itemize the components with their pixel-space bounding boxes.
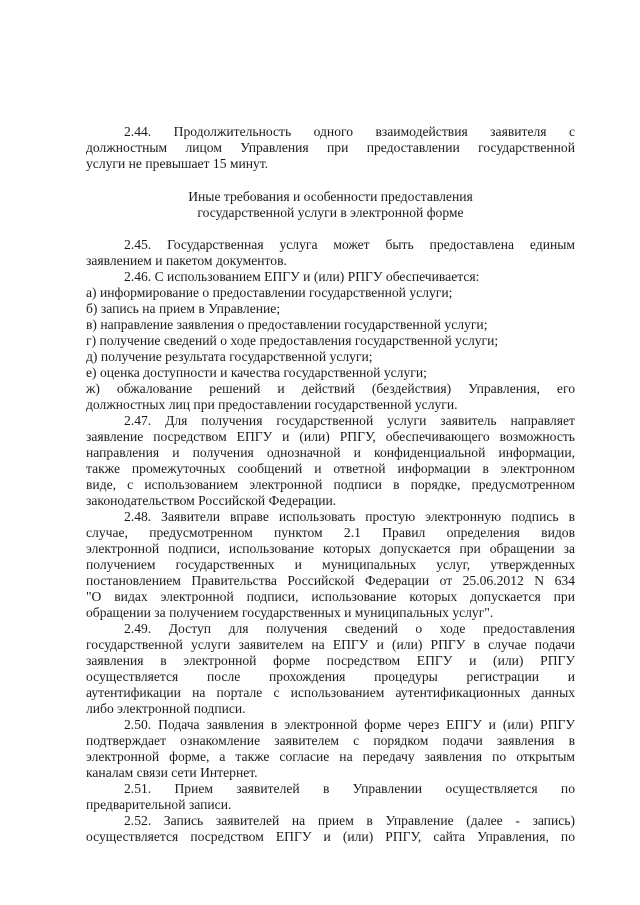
text-line: осуществляется посредством ЕПГУ и (или) РПГУ, сайта Управления, по — [86, 829, 575, 844]
section-heading: Иные требования и особенности предоставления — [188, 189, 473, 204]
text-line: заявлением и пакетом документов. — [86, 253, 287, 268]
text-line: электронной форме, а также согласие на передачу заявления по открытым — [86, 749, 575, 764]
section-heading: государственной услуги в электронной форме — [197, 205, 464, 220]
text-line: услуги не превышает 15 минут. — [86, 156, 269, 171]
text-line: должностных лиц при предоставлении государственной услуги. — [86, 397, 458, 412]
text-line: каналам связи сети Интернет. — [86, 765, 258, 780]
text-line: подтверждает ознакомление заявителем с порядком подачи заявления в — [86, 733, 575, 748]
text-line: виде, с использованием электронной подписи в порядке, предусмотренном — [86, 477, 575, 492]
text-line: либо электронной подписи. — [86, 701, 246, 716]
text-line: заявления в электронной форме посредством ЕПГУ и (или) РПГУ — [86, 653, 575, 668]
text-line: 2.44. Продолжительность одного взаимодействия заявителя с — [124, 124, 575, 139]
list-item: д) получение результата государственной услуги; — [86, 349, 373, 364]
text-line: государственной услуги заявителем на ЕПГУ и (или) РПГУ в случае подачи — [86, 637, 575, 652]
text-line: постановлением Правительства Российской Федерации от 25.06.2012 N 634 — [86, 573, 575, 588]
text-line: законодательством Российской Федерации. — [86, 493, 337, 508]
text-line: предварительной записи. — [86, 797, 232, 812]
text-line: 2.51. Прием заявителей в Управлении осуществляется по — [124, 781, 575, 796]
text-line: обращении за получением государственных и муниципальных услуг". — [86, 605, 494, 620]
list-item: в) направление заявления о предоставлении государственной услуги; — [86, 317, 488, 332]
text-line: аутентификации на портале с использованием аутентификационных данных — [86, 685, 575, 700]
list-item: б) запись на прием в Управление; — [86, 301, 281, 316]
text-line: 2.45. Государственная услуга может быть предоставлена единым — [124, 237, 575, 252]
text-line: 2.48. Заявители вправе использовать простую электронную подпись в — [124, 509, 575, 524]
text-line: направления и получения однозначной и конфиденциальной информации, — [86, 445, 575, 460]
text-line: случае, предусмотренном пунктом 2.1 Правил определения видов — [86, 525, 575, 540]
text-line: осуществляется после прохождения процедуры регистрации и — [86, 669, 575, 684]
text-line: 2.46. С использованием ЕПГУ и (или) РПГУ обеспечивается: — [124, 269, 480, 284]
text-line: 2.47. Для получения государственной услуги заявитель направляет — [124, 413, 575, 428]
text-line: должностным лицом Управления при предоставлении государственной — [86, 140, 575, 155]
text-line: заявление посредством ЕПГУ и (или) РПГУ, обеспечивающего возможность — [86, 429, 575, 444]
list-item: ж) обжалование решений и действий (бездействия) Управления, его — [86, 381, 575, 396]
list-item: е) оценка доступности и качества государственной услуги; — [86, 365, 427, 380]
text-line: электронной подписи, использование которых допускается при обращении за — [86, 541, 575, 556]
list-item: а) информирование о предоставлении государственной услуги; — [86, 285, 453, 300]
text-line: 2.49. Доступ для получения сведений о ходе предоставления — [124, 621, 575, 636]
text-line: "О видах электронной подписи, использование которых допускается при — [86, 589, 575, 604]
text-line: 2.50. Подача заявления в электронной форме через ЕПГУ и (или) РПГУ — [124, 717, 575, 732]
list-item: г) получение сведений о ходе предоставления государственной услуги; — [86, 333, 499, 348]
text-line: также промежуточных сообщений и ответной информации в электронном — [86, 461, 575, 476]
text-line: получением государственных и муниципальных услуг, утвержденных — [86, 557, 575, 572]
text-line: 2.52. Запись заявителей на прием в Управление (далее - запись) — [124, 813, 575, 828]
